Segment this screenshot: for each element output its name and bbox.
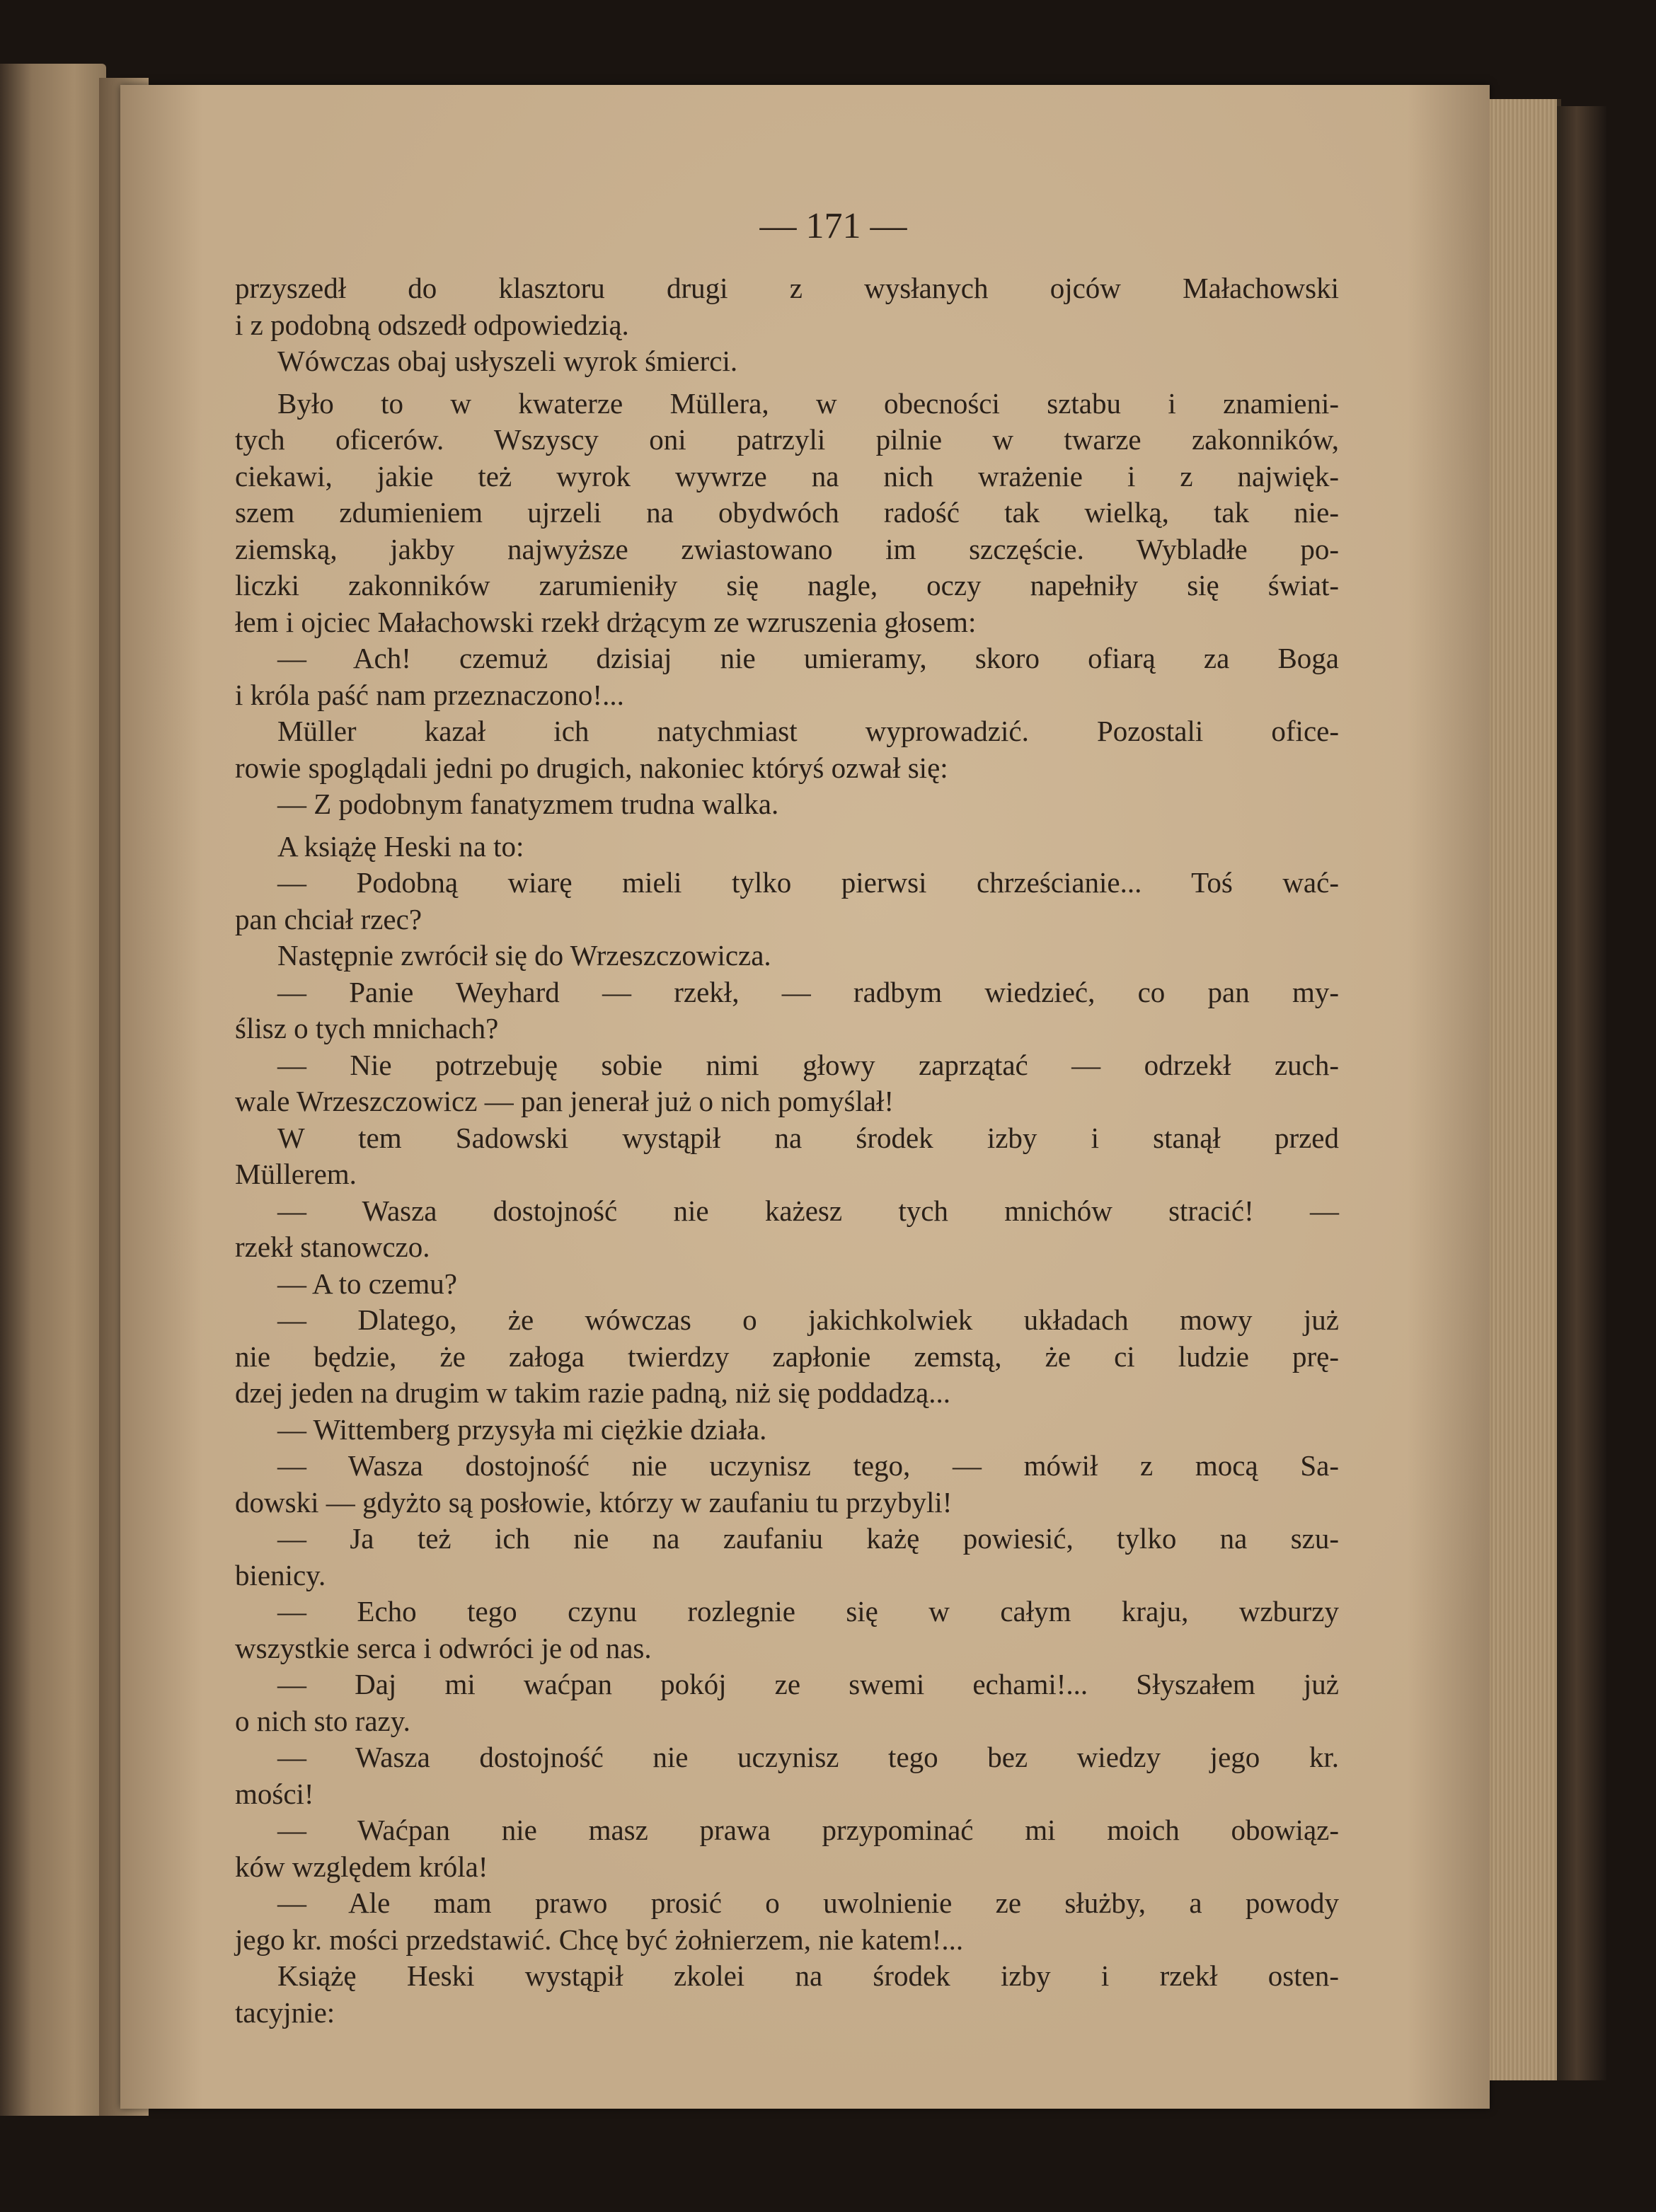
- text-line: szem zdumieniem ujrzeli na obydwóch radość tak wielką, tak nie-: [235, 496, 1339, 529]
- text-line: liczki zakonników zarumieniły się nagle, oczy napełniły się świat-: [235, 569, 1339, 601]
- text-line: — Dlatego, że wówczas o jakichkolwiek układach mowy już: [277, 1303, 1339, 1336]
- text-line: i z podobną odszedł odpowiedzią.: [235, 308, 629, 341]
- text-line: — Nie potrzebuję sobie nimi głowy zaprzątać — odrzekł zuch-: [277, 1048, 1339, 1081]
- text-line: Następnie zwrócił się do Wrzeszczowicza.: [277, 939, 771, 972]
- text-line: pan chciał rzec?: [235, 902, 422, 935]
- text-line: tacyjnie:: [235, 1995, 335, 2029]
- text-line: ślisz o tych mnichach?: [235, 1012, 499, 1044]
- text-line: — Podobną wiarę mieli tylko pierwsi chrześcianie... Toś wać-: [277, 866, 1339, 899]
- text-line: rowie spoglądali jedni po drugich, nakoniec któryś ozwał się:: [235, 751, 948, 784]
- page-number: — 171 —: [759, 206, 907, 246]
- text-line: rzekł stanowczo.: [235, 1231, 430, 1263]
- text-line: Müller kazał ich natychmiast wyprowadzić. Pozostali ofice-: [277, 715, 1339, 747]
- text-line: — A to czemu?: [277, 1267, 457, 1300]
- text-line: dowski — gdyżto są posłowie, którzy w zaufaniu tu przybyli!: [235, 1485, 953, 1519]
- text-line: mości!: [235, 1777, 314, 1810]
- text-line: o nich sto razy.: [235, 1704, 410, 1737]
- book-page: [120, 85, 1490, 2109]
- text-line: W tem Sadowski wystąpił na środek izby i stanął przed: [277, 1121, 1339, 1154]
- text-line: — Wasza dostojność nie uczynisz tego bez wiedzy jego kr.: [277, 1741, 1339, 1773]
- text-line: jego kr. mości przedstawić. Chcę być żołnierzem, nie katem!...: [235, 1923, 964, 1956]
- text-line: A książę Heski na to:: [277, 829, 524, 863]
- text-line: i króla paść nam przeznaczono!...: [235, 678, 624, 711]
- text-line: dzej jeden na drugim w takim razie padną, niż się poddadzą...: [235, 1376, 950, 1409]
- text-line: — Waćpan nie masz prawa przypominać mi moich obowiąz-: [277, 1814, 1339, 1846]
- text-line: przyszedł do klasztoru drugi z wysłanych ojców Małachowski: [235, 272, 1339, 304]
- text-line: ciekawi, jakie też wyrok wywrze na nich wrażenie i z najwięk-: [235, 459, 1339, 492]
- text-line: — Wasza dostojność nie każesz tych mnichów stracić! —: [277, 1194, 1339, 1227]
- page-edges: [1490, 99, 1561, 2080]
- text-line: ków względem króla!: [235, 1850, 488, 1883]
- page-text: [235, 270, 1339, 2031]
- book-cover-edge: [1557, 106, 1606, 2080]
- text-line: — Panie Weyhard — rzekł, — radbym wiedzieć, co pan my-: [277, 975, 1339, 1008]
- text-line: nie będzie, że załoga twierdzy zapłonie zemstą, że ci ludzie prę-: [235, 1340, 1339, 1373]
- text-line: — Wittemberg przysyła mi ciężkie działa.: [277, 1412, 767, 1446]
- text-line: Książę Heski wystąpił zkolei na środek izby i rzekł osten-: [277, 1959, 1339, 1992]
- text-line: Wówczas obaj usłyszeli wyrok śmierci.: [277, 345, 738, 377]
- text-line: — Z podobnym fanatyzmem trudna walka.: [277, 788, 779, 820]
- text-line: — Ale mam prawo prosić o uwolnienie ze służby, a powody: [277, 1886, 1339, 1919]
- text-line: — Daj mi waćpan pokój ze swemi echami!... Słyszałem już: [277, 1668, 1339, 1700]
- text-line: wale Wrzeszczowicz — pan jenerał już o nich pomyślał!: [235, 1085, 895, 1117]
- text-line: tych oficerów. Wszyscy oni patrzyli pilnie w twarze zakonników,: [235, 423, 1339, 456]
- text-line: — Ja też ich nie na zaufaniu każę powiesić, tylko na szu-: [277, 1522, 1339, 1555]
- text-line: — Wasza dostojność nie uczynisz tego, — mówił z mocą Sa-: [277, 1449, 1339, 1482]
- text-line: Müllerem.: [235, 1158, 357, 1190]
- text-line: bienicy.: [235, 1558, 326, 1591]
- left-page-edge: [0, 64, 106, 2116]
- text-line: — Ach! czemuż dzisiaj nie umieramy, skoro ofiarą za Boga: [277, 642, 1339, 674]
- text-line: łem i ojciec Małachowski rzekł drżącym ze wzruszenia głosem:: [235, 605, 977, 638]
- text-line: ziemską, jakby najwyższe zwiastowano im szczęście. Wybladłe po-: [235, 532, 1339, 565]
- text-line: wszystkie serca i odwróci je od nas.: [235, 1631, 652, 1664]
- text-line: Było to w kwaterze Müllera, w obecności sztabu i znamieni-: [277, 386, 1339, 420]
- text-line: — Echo tego czynu rozlegnie się w całym kraju, wzburzy: [277, 1595, 1339, 1628]
